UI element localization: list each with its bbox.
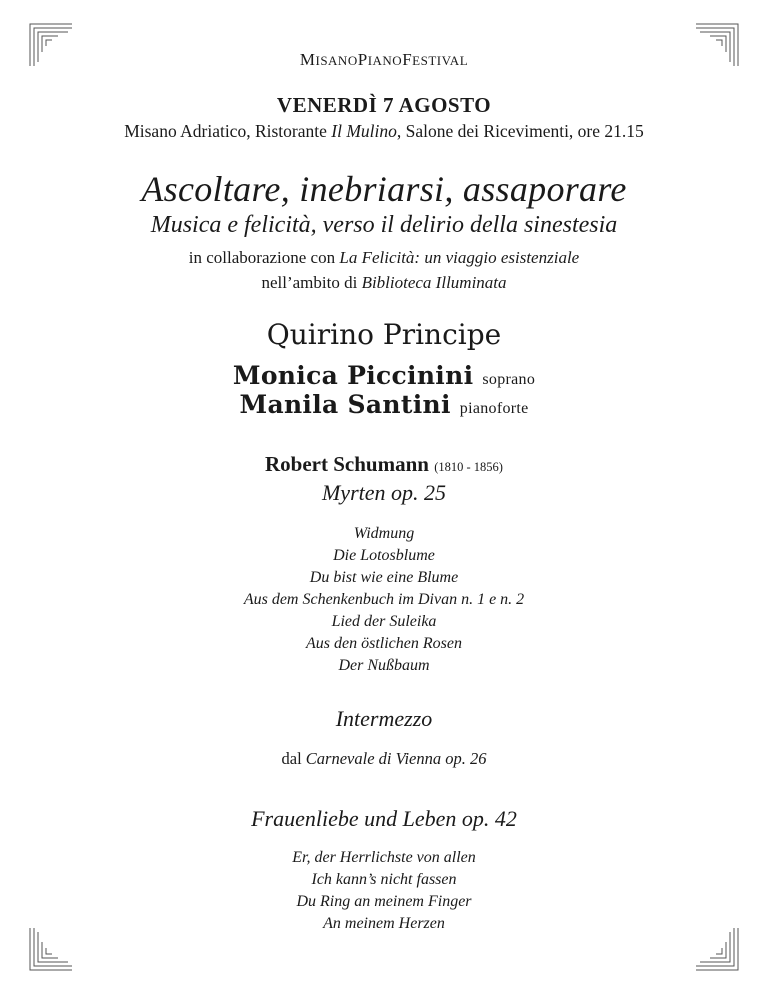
list-item: Widmung <box>353 525 415 542</box>
venue-name: Il Mulino <box>331 121 397 141</box>
performer-role: pianoforte <box>459 400 529 417</box>
work-intermezzo: Intermezzo <box>335 706 433 731</box>
myrten-song-list <box>0 523 768 677</box>
ambito-name: Biblioteca Illuminata <box>361 273 507 292</box>
venue-prefix: Misano Adriatico, Ristorante <box>124 121 332 141</box>
list-item: Er, der Herrlichste von allen <box>292 849 476 866</box>
performer-speaker: Quirino Principe <box>266 318 502 351</box>
event-date: VENERDÌ 7 AGOSTO <box>276 93 492 117</box>
performer-name: Manila Santini <box>239 390 451 419</box>
festival-part-festival: ESTIVAL <box>412 53 469 68</box>
frauenliebe-song-list <box>0 847 768 935</box>
festival-name <box>0 50 768 70</box>
intermezzo-source <box>0 749 768 769</box>
collaboration-line <box>0 248 768 268</box>
festival-part-misano: ISANO <box>315 53 358 68</box>
composer-years: (1810 - 1856) <box>434 460 503 474</box>
list-item: Du Ring an meinem Finger <box>296 893 472 910</box>
source-work: Carnevale di Vienna op. 26 <box>305 749 487 768</box>
venue-suffix: , Salone dei Ricevimenti, ore 21.15 <box>396 121 644 141</box>
ambito-line <box>0 273 768 293</box>
source-prefix: dal <box>281 749 306 768</box>
event-subtitle: Musica e felicità, verso il delirio della sinestesia <box>150 212 618 238</box>
composer-name: Robert Schumann <box>265 452 429 476</box>
list-item: Ich kann’s nicht fassen <box>311 871 457 888</box>
event-title: Ascoltare, inebriarsi, assaporare <box>141 169 627 209</box>
composer <box>0 452 768 477</box>
work-frauenliebe: Frauenliebe und Leben op. 42 <box>251 806 517 831</box>
work-myrten: Myrten op. 25 <box>321 480 447 505</box>
performer-name: Monica Piccinini <box>232 361 474 390</box>
performer-role: soprano <box>482 371 536 388</box>
list-item: An meinem Herzen <box>323 915 445 932</box>
list-item: Die Lotosblume <box>333 547 435 564</box>
list-item: Aus den östlichen Rosen <box>306 635 462 652</box>
collab-prefix: in collaborazione con <box>188 248 340 267</box>
festival-part-piano: IANO <box>367 53 403 68</box>
festival-initial-m: M <box>299 50 316 69</box>
list-item: Du bist wie eine Blume <box>309 569 459 586</box>
collab-name: La Felicità: un viaggio esistenziale <box>339 248 580 267</box>
event-venue <box>0 121 768 142</box>
ambito-prefix: nell’ambito di <box>261 273 362 292</box>
performer-pianist <box>0 390 768 419</box>
list-item: Lied der Suleika <box>331 613 437 630</box>
performer-soprano <box>0 361 768 390</box>
festival-initial-p: P <box>357 50 368 69</box>
list-item: Der Nußbaum <box>338 657 430 674</box>
festival-initial-f: F <box>402 50 413 69</box>
list-item: Aus dem Schenkenbuch im Divan n. 1 e n. 2 <box>243 591 525 608</box>
